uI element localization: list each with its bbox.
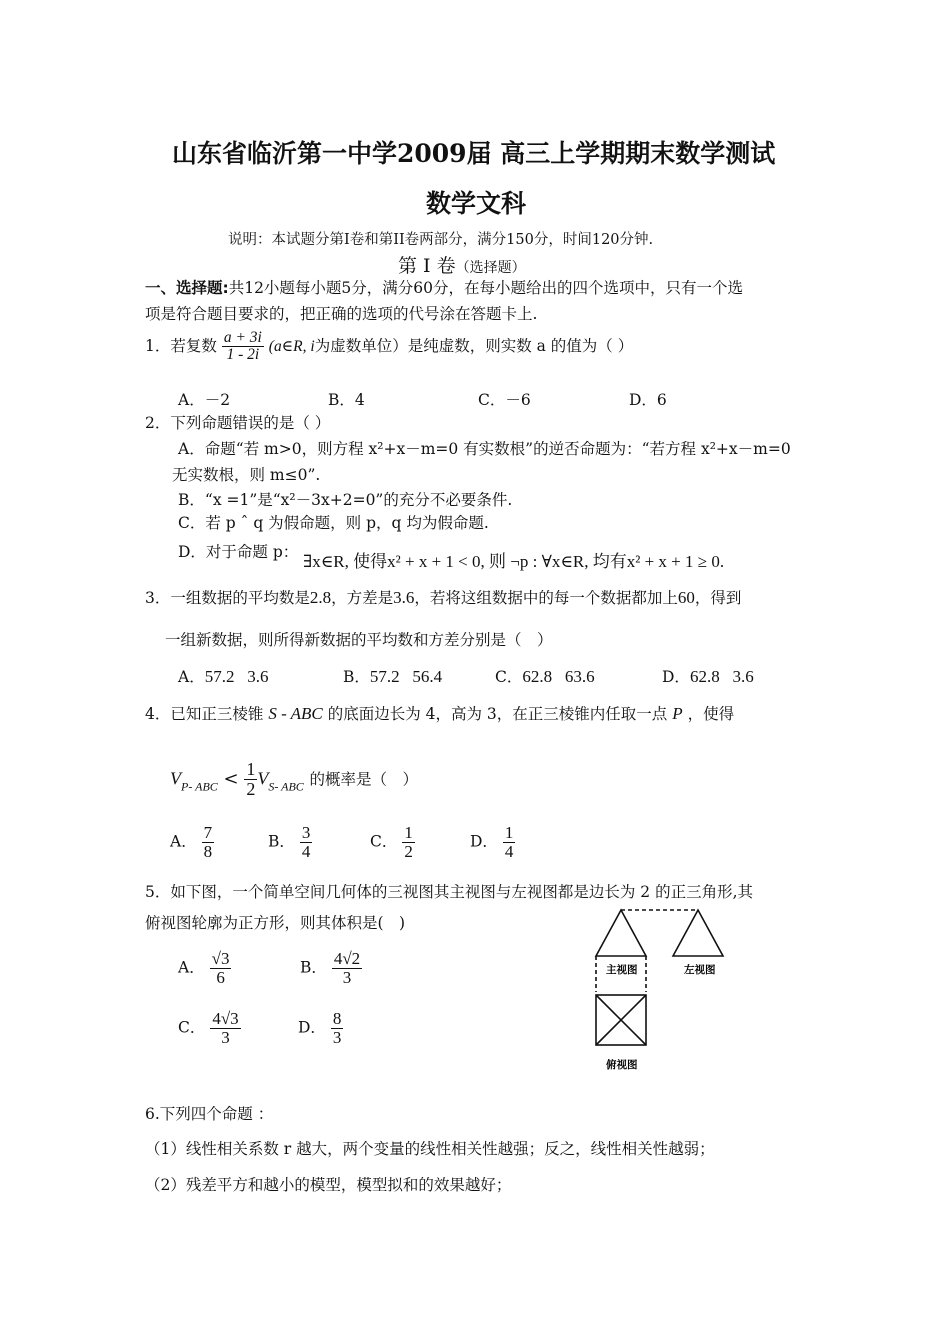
q1-option-b: B．4 xyxy=(328,391,365,409)
q4-a-label: A． xyxy=(170,832,197,851)
side-view-label: 左视图 xyxy=(684,964,716,976)
q4-t2: 的底面边长为 4，高为 3，在正三棱锥内任取一点 xyxy=(327,705,668,723)
q3-b-label: B． xyxy=(343,668,370,686)
q3-t3: ，若将这组数据中的每一个数据都加上 xyxy=(414,589,678,607)
q2-option-a-line2: 无实数根，则 m≤0”. xyxy=(172,466,321,484)
q2-option-c: C．若 p ˆ q 为假命题，则 p，q 均为假命题. xyxy=(178,514,489,532)
q4-v1: V xyxy=(170,768,181,789)
question-1 xyxy=(145,330,633,364)
q3-option-b xyxy=(343,665,442,687)
q3-b-value: 57.2 56.4 xyxy=(369,667,443,686)
q3-a-value: 57.2 3.6 xyxy=(204,667,269,686)
q4-c-label: C． xyxy=(370,832,398,851)
q1-pre: 1．若复数 xyxy=(145,336,217,355)
q4-t1: 4．已知正三棱锥 xyxy=(145,705,264,723)
q3-d-value: 62.8 3.6 xyxy=(689,667,754,686)
q4-option-b xyxy=(268,824,312,861)
q4-half xyxy=(244,760,257,799)
q2-d-pre: D．对于命题 p： xyxy=(178,543,299,561)
q3-c-value: 62.8 63.6 xyxy=(522,667,595,686)
q4-post: 的概率是（ ） xyxy=(309,770,419,789)
q6-stem: 6.下列四个命题 ： xyxy=(145,1105,274,1123)
q5-d-frac xyxy=(331,1010,344,1047)
q4-point: P xyxy=(672,704,683,723)
q4-d-label: D． xyxy=(470,832,498,851)
three-view-figure xyxy=(585,900,735,1075)
q4-sub1: P- ABC xyxy=(181,779,218,794)
q5-line1: 5．如下图，一个简单空间几何体的三视图其主视图与左视图都是边长为 2 的正三角形,其 xyxy=(145,883,754,901)
q2-d-formula: ∃x∈R, 使得x² + x + 1 < 0, 则 ¬p : ∀x∈R, 均有x² + x + 1 ≥ 0. xyxy=(303,552,725,571)
q4-c-frac xyxy=(402,824,415,861)
q6-statement-1: （1）线性相关系数 r 越大，两个变量的线性相关性越强；反之，线性相关性越弱； xyxy=(145,1140,715,1158)
q2-option-d xyxy=(178,540,298,562)
q3-a-label: A． xyxy=(178,668,205,686)
q1-cond: (a∈R, i xyxy=(268,337,315,355)
q4-v2: V xyxy=(257,768,269,789)
q5-b-num: 4√2 xyxy=(333,949,361,968)
q5-b-frac xyxy=(332,950,362,987)
q4-d-num: 1 xyxy=(504,823,514,842)
part-heading xyxy=(398,251,526,278)
q3-option-a xyxy=(178,665,268,687)
q5-option-d xyxy=(298,1010,343,1047)
q4-inequality xyxy=(170,760,418,799)
q1-option-d: D．6 xyxy=(629,391,667,409)
q4-d-frac xyxy=(503,824,516,861)
q3-t1: 3．一组数据的平均数是 xyxy=(145,589,310,607)
q5-option-c xyxy=(178,1010,241,1047)
q3-line1 xyxy=(145,586,741,608)
q5-a-num: √3 xyxy=(211,949,230,968)
q4-option-d xyxy=(470,824,515,861)
q1-option-c: C．－6 xyxy=(478,391,531,409)
q4-half-num: 1 xyxy=(246,759,256,779)
q5-d-label: D． xyxy=(298,1018,326,1037)
section-text1: 共12小题每小题5分，满分60分，在每小题给出的四个选项中，只有一个选 xyxy=(228,279,744,297)
q1-option-a: A．－2 xyxy=(178,391,231,409)
q1-den: 1 - 2i xyxy=(226,346,260,364)
front-view-triangle xyxy=(596,910,646,956)
q5-c-frac xyxy=(210,1010,240,1047)
q4-lt: < xyxy=(223,768,239,790)
q4-option-c xyxy=(370,824,415,861)
q5-c-num: 4√3 xyxy=(212,1009,239,1028)
page-subtitle: 数学文科 xyxy=(426,189,527,218)
q4-half-den: 2 xyxy=(246,778,256,799)
front-view-label: 主视图 xyxy=(606,964,638,976)
q4-b-label: B． xyxy=(268,832,295,851)
q3-d-label: D． xyxy=(662,668,690,686)
q5-b-label: B． xyxy=(300,958,327,977)
q5-d-den: 3 xyxy=(332,1027,342,1047)
q4-t3: ，使得 xyxy=(687,705,735,723)
q5-a-den: 6 xyxy=(216,967,225,987)
q5-option-b xyxy=(300,950,362,987)
q5-option-a xyxy=(178,950,231,987)
q3-t2: ，方差是 xyxy=(331,589,394,607)
q5-c-label: C． xyxy=(178,1018,206,1037)
part-sub: （选择题） xyxy=(455,260,526,276)
q4-pyramid: S - ABC xyxy=(268,704,323,723)
q4-a-num: 7 xyxy=(203,823,213,842)
q4-line1 xyxy=(145,702,734,724)
q5-line2: 俯视图轮廓为正方形，则其体积是( ) xyxy=(145,914,406,932)
q5-a-frac xyxy=(210,950,232,987)
q1-post: 为虚数单位）是纯虚数，则实数 a 的值为（ ） xyxy=(314,336,634,355)
q4-option-a xyxy=(170,824,214,861)
section-intro-line2: 项是符合题目要求的，把正确的选项的代号涂在答题卡上. xyxy=(145,305,538,323)
q3-line2: 一组新数据，则所得新数据的平均数和方差分别是（ ） xyxy=(165,631,553,649)
q3-option-c xyxy=(495,665,595,687)
q3-variance: 3.6 xyxy=(393,588,415,607)
section-head: 一、选择题: xyxy=(145,279,229,297)
q4-d-den: 4 xyxy=(504,841,514,861)
q4-b-num: 3 xyxy=(301,823,311,842)
q5-b-den: 3 xyxy=(342,967,352,987)
page-title: 山东省临沂第一中学2009届 高三上学期期末数学测试 xyxy=(172,139,776,168)
top-view-label: 俯视图 xyxy=(606,1059,638,1071)
q6-statement-2: （2）残差平方和越小的模型，模型拟和的效果越好； xyxy=(145,1176,512,1194)
q3-mean: 2.8 xyxy=(309,588,332,607)
part-label: 第 I 卷 xyxy=(398,255,456,277)
q4-sub2: S- ABC xyxy=(268,779,304,794)
side-view-triangle xyxy=(673,910,723,956)
exam-note: 说明：本试题分第I卷和第II卷两部分，满分150分，时间120分钟. xyxy=(228,232,654,248)
q4-b-den: 4 xyxy=(301,841,311,861)
q5-c-den: 3 xyxy=(221,1027,230,1047)
q3-add: 60 xyxy=(677,588,695,607)
q4-c-num: 1 xyxy=(404,823,413,842)
q3-option-d xyxy=(662,665,754,687)
q2-option-b: B．“x =1”是“x²－3x+2=0”的充分不必要条件. xyxy=(178,491,513,509)
q4-c-den: 2 xyxy=(404,841,413,861)
q4-b-frac xyxy=(300,824,313,861)
q2-option-a-line1: A．命题“若 m>0，则方程 x²+x－m=0 有实数根”的逆否命题为：“若方程 x²+x－m=0 xyxy=(178,440,791,458)
q3-c-label: C． xyxy=(495,668,523,686)
q5-a-label: A． xyxy=(178,958,205,977)
q3-t4: ，得到 xyxy=(694,589,742,607)
q5-d-num: 8 xyxy=(332,1009,342,1028)
section-intro-line1 xyxy=(145,276,743,298)
q2-d-math xyxy=(303,547,724,572)
q4-a-frac xyxy=(202,824,215,861)
q1-num: a + 3i xyxy=(223,329,262,346)
q1-fraction xyxy=(222,330,264,364)
q4-a-den: 8 xyxy=(203,841,213,861)
q2-stem: 2．下列命题错误的是（ ） xyxy=(145,414,331,432)
